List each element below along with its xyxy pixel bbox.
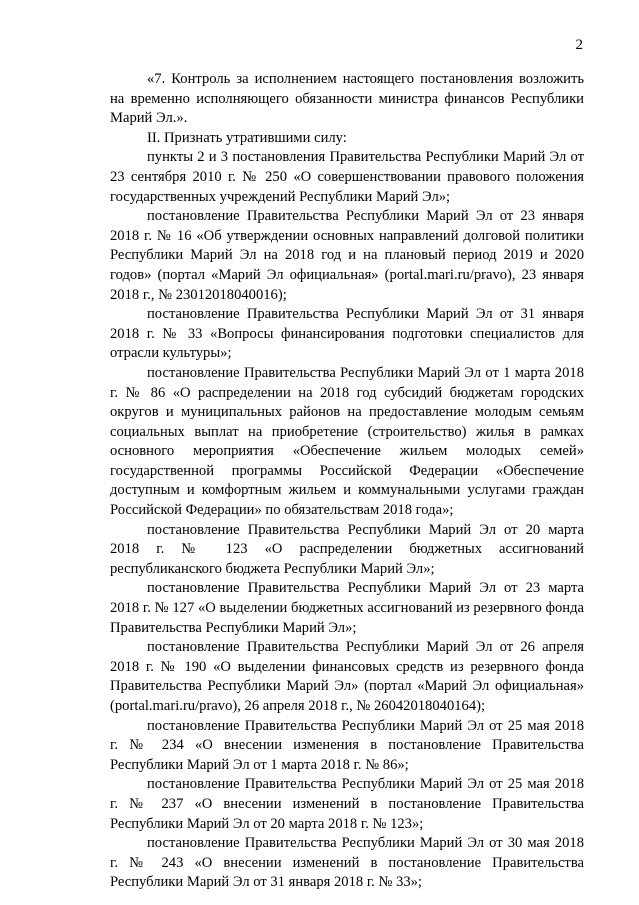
paragraph-repealed-item: пункты 2 и 3 постановления Правительства Республики Марий Эл от 23 сентября 2010 г. № 250 «О совершенствовании правового положения государственных учреждений Республики Марий Эл»; xyxy=(110,149,584,205)
paragraph-repealed-item: постановление Правительства Республики Марий Эл от 20 марта 2018 г. № 123 «О распределении бюджетных ассигнований республиканского бюджета Республики Марий Эл»; xyxy=(110,521,584,577)
paragraph-repealed-item: постановление Правительства Республики Марий Эл от 23 марта 2018 г. № 127 «О выделении бюджетных ассигнований из резервного фонда Правительства Республики Марий Эл»; xyxy=(110,580,584,636)
page-number: 2 xyxy=(575,37,583,53)
paragraph-repealed-item: постановление Правительства Республики Марий Эл от 25 мая 2018 г. № 237 «О внесении изменений в постановление Правительства Республики Марий Эл от 20 марта 2018 г. № 123»; xyxy=(110,776,584,832)
paragraph-repealed-item: постановление Правительства Республики Марий Эл от 26 апреля 2018 г. № 190 «О выделении финансовых средств из резервного фонда Правительства Республики Марий Эл» (портал «Марий Эл официальная» (portal.mari.ru/pravo), 26 апреля 2018 г., № 26042018040164); xyxy=(110,639,584,714)
paragraph-repealed-item: постановление Правительства Республики Марий Эл от 31 января 2018 г. № 33 «Вопросы финансирования подготовки специалистов для отрасли культуры»; xyxy=(110,306,584,362)
paragraph-repealed-item: постановление Правительства Республики Марий Эл от 1 марта 2018 г. № 86 «О распределении на 2018 год субсидий бюджетам городских округов и муниципальных районов на предоставление молодым семьям социальных выплат на приобретение (строительство) жилья в рамках основного мероприятия «Обеспечение жильем молодых семей» государственной программы Российской Федерации «Обеспечение доступным и комфортным жильем и коммунальными услугами граждан Российской Федерации» по обязательствам 2018 года»; xyxy=(110,364,584,519)
document-body xyxy=(110,70,584,893)
paragraph-repealed-item: постановление Правительства Республики Марий Эл от 30 мая 2018 г. № 243 «О внесении изменений в постановление Правительства Республики Марий Эл от 31 января 2018 г. № 33»; xyxy=(110,835,584,891)
paragraph-control-clause: «7. Контроль за исполнением настоящего постановления возложить на временно исполняющего обязанности министра финансов Республики Марий Эл.». xyxy=(110,71,584,127)
paragraph-section-ii-heading: II. Признать утратившими силу: xyxy=(147,129,347,146)
paragraph-repealed-item: постановление Правительства Республики Марий Эл от 23 января 2018 г. № 16 «Об утверждении основных направлений долговой политики Республики Марий Эл на 2018 год и на плановый период 2019 и 2020 годов» (портал «Марий Эл официальная» (portal.mari.ru/pravo), 23 января 2018 г., № 23012018040016); xyxy=(110,208,584,303)
paragraph-repealed-item: постановление Правительства Республики Марий Эл от 25 мая 2018 г. № 234 «О внесении изменения в постановление Правительства Республики Марий Эл от 1 марта 2018 г. № 86»; xyxy=(110,717,584,773)
